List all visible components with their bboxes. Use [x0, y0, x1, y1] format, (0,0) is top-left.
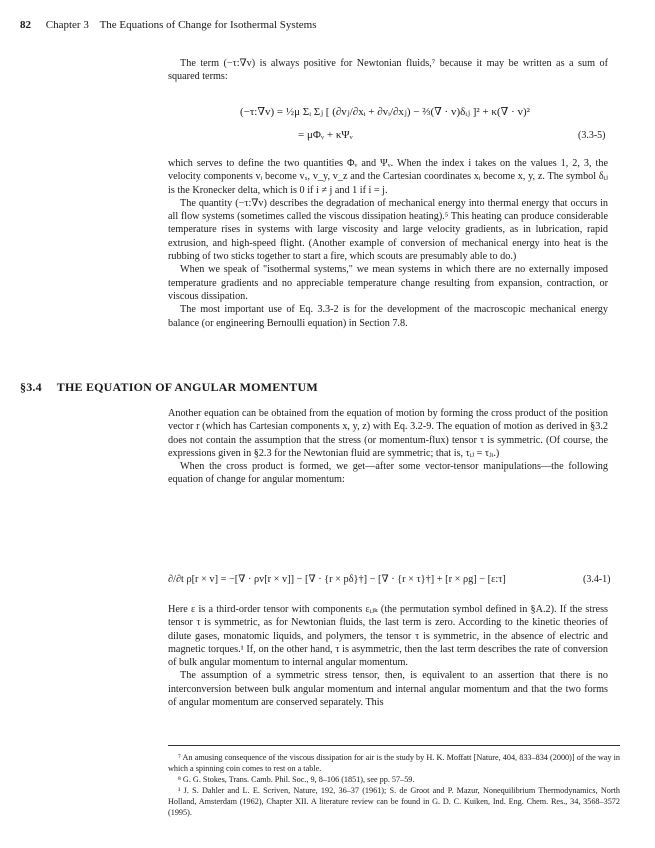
- paragraph: Here ε is a third-order tensor with components εᵢⱼₖ (the permutation symbol defined in §A.2). If the stress tensor τ is symmetric, as for Newtonian fluids, the last term is zero. According to the kinetic theories of dilute gases, monatomic liquids, and polymers, the tensor τ is symmetric, in the absence of electric and magnetic torques.¹ If, on the other hand, τ is asymmetric, then the last term describes the rate of conversion of bulk angular momentum to internal angular momentum.: [168, 604, 608, 669]
- equation-number: (3.4-1): [583, 574, 611, 585]
- equation-3-4-1: [168, 573, 506, 585]
- intro-paragraph-block: [168, 57, 608, 84]
- paragraph: The most important use of Eq. 3.3-2 is for the development of the macroscopic mechanical energy balance (or engineering Bernoulli equation) in Section 7.8.: [168, 304, 608, 329]
- body-text-block: [168, 603, 608, 709]
- section-title: THE EQUATION OF ANGULAR MOMENTUM: [56, 380, 318, 394]
- paragraph: Another equation can be obtained from the equation of motion by forming the cross product of the position vector r (which has Cartesian components x, y, z) with Eq. 3.2-9. The equation of motion as derived in §3.2 does not contain the assumption that the stress (or momentum-flux) tensor τ is symmetric. (Of course, the expressions given in §2.3 for the Newtonian fluid are symmetric; that is, τᵢⱼ = τⱼᵢ.): [168, 408, 608, 459]
- equation-line: ∂/∂t ρ[r × v] = −[∇ · ρv[r × v]] − [∇ · {r × pδ}†] − [∇ · {r × τ}†] + [r × ρg] − [ε:τ]: [168, 574, 506, 585]
- footnote: ⁷ An amusing consequence of the viscous dissipation for air is the study by H. K. Moffatt [Nature, 404, 833–834 (2000)] of the way in which a spinning coin comes to rest on a table.: [168, 753, 620, 773]
- equation-number: (3.3-5): [578, 130, 606, 141]
- footnote: ⁸ G. G. Stokes, Trans. Camb. Phil. Soc., 9, 8–106 (1851), see pp. 57–59.: [178, 775, 415, 784]
- paragraph: The quantity (−τ:∇v) describes the degradation of mechanical energy into thermal energy that occurs in all flow systems (sometimes called the viscous dissipation heating).⁵ This heating can produce considerable temperature rises in systems with large viscosity and large velocity gradients, as in lubrication, rapid extrusion, and high-speed flight. (Another example of conversion of mechanical energy into heat is the rubbing of two sticks together to start a fire, which scouts are presumably able to do.): [168, 197, 608, 263]
- footnote: ¹ J. S. Dahler and L. E. Scriven, Nature, 192, 36–37 (1961); S. de Groot and P. Mazur, Nonequilibrium Thermodynamics, North Holland, Amsterdam (1962), Chapter XII. A literature review can be found in G. D. C. Kuiken, Ind. Eng. Chem. Res., 34, 3568–3572 (1995).: [168, 786, 620, 817]
- section-heading: [20, 380, 318, 395]
- paragraph: which serves to define the two quantities Φᵥ and Ψᵥ. When the index i takes on the values 1, 2, 3, the velocity components vᵢ become vₓ, v_y, v_z and the Cartesian coordinates xᵢ become x, y, z. The symbol δᵢⱼ is the Kronecker delta, which is 0 if i ≠ j and 1 if i = j.: [168, 158, 608, 196]
- paragraph: When the cross product is formed, we get—after some vector-tensor manipulations—the following equation of change for angular momentum:: [168, 461, 608, 486]
- page-number: 82: [20, 19, 31, 31]
- chapter-label: Chapter 3: [45, 19, 89, 31]
- footnotes: [168, 752, 620, 818]
- equation-line: = μΦᵥ + κΨᵥ: [298, 129, 353, 141]
- section-number: §3.4: [20, 380, 42, 394]
- chapter-title: The Equations of Change for Isothermal Systems: [99, 19, 317, 31]
- footnote-divider: [168, 745, 620, 746]
- paragraph: The term (−τ:∇v) is always positive for Newtonian fluids,⁷ because it may be written as a sum of squared terms:: [168, 58, 608, 83]
- body-text-block: [168, 157, 608, 330]
- paragraph: When we speak of "isothermal systems," we mean systems in which there are no externally imposed temperature gradients and no appreciable temperature change resulting from expansion, contraction, or viscous dissipation.: [168, 264, 608, 302]
- running-header: [20, 19, 316, 31]
- section-text-block: [168, 407, 608, 487]
- equation-line: (−τ:∇v) = ½μ Σᵢ Σⱼ [ (∂vⱼ/∂xᵢ + ∂vᵢ/∂xⱼ) − ⅔(∇ · v)δᵢⱼ ]² + κ(∇ · v)²: [240, 106, 530, 118]
- paragraph: The assumption of a symmetric stress tensor, then, is equivalent to an assertion that there is no interconversion between bulk angular momentum and internal angular momentum and that the two forms of angular momentum are conserved separately. This: [168, 670, 608, 709]
